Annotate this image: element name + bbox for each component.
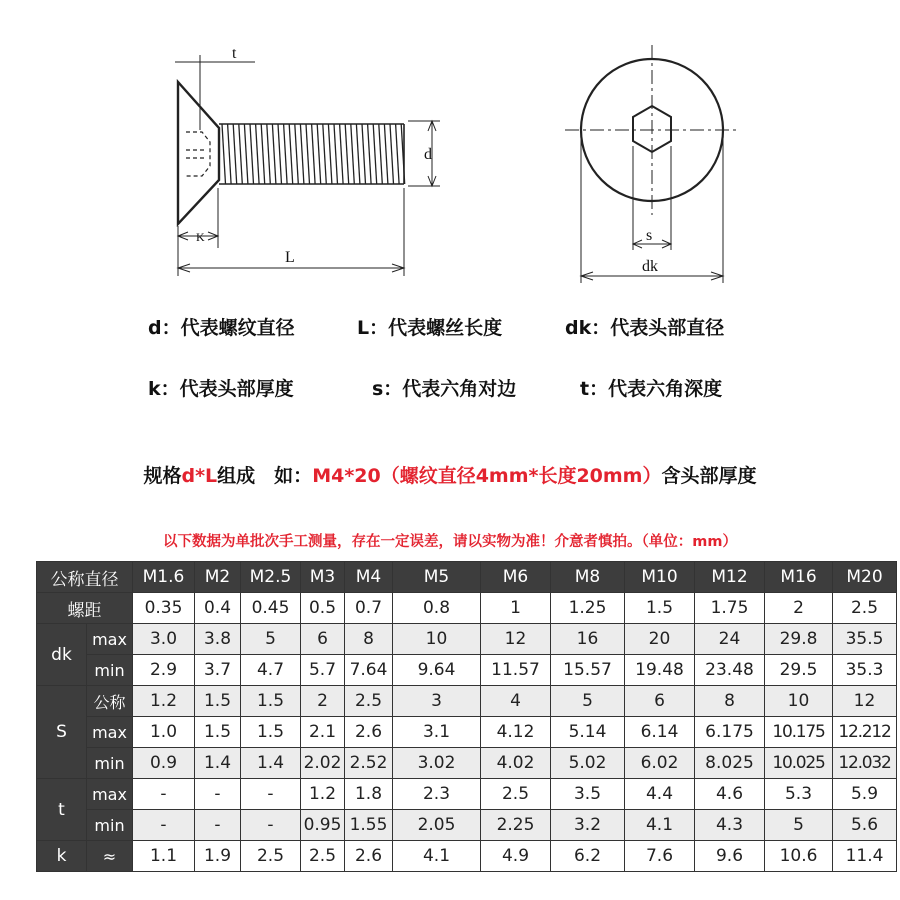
spec-table bbox=[36, 561, 897, 872]
t-max-cell: - bbox=[241, 779, 301, 810]
t-max-cell: 4.4 bbox=[625, 779, 695, 810]
s-min-label: min bbox=[87, 748, 133, 779]
pitch-cell: 1.25 bbox=[551, 593, 625, 624]
dk-min-cell: 29.5 bbox=[765, 655, 833, 686]
legend-k: k：代表头部厚度 bbox=[148, 378, 294, 400]
spec-formula: d*L bbox=[181, 465, 218, 487]
t-max-cell: 1.2 bbox=[301, 779, 345, 810]
pitch-header: 螺距 bbox=[37, 593, 133, 624]
thread-line bbox=[368, 124, 372, 184]
k-header: k bbox=[37, 841, 87, 872]
spec-prefix: 规格 bbox=[143, 465, 182, 487]
s-max-cell: 3.1 bbox=[393, 717, 481, 748]
pitch-cell: 2 bbox=[765, 593, 833, 624]
size-cell: M3 bbox=[301, 562, 345, 593]
s-max-cell: 1.0 bbox=[133, 717, 195, 748]
pitch-cell: 0.7 bbox=[345, 593, 393, 624]
thread-line bbox=[256, 124, 260, 184]
t-min-cell: 4.1 bbox=[625, 810, 695, 841]
thread-line bbox=[300, 124, 304, 184]
legend-L: L：代表螺丝长度 bbox=[357, 317, 503, 339]
t-max-row bbox=[37, 779, 897, 810]
t-max-cell: 5.9 bbox=[833, 779, 897, 810]
size-row bbox=[37, 562, 897, 593]
size-cell: M12 bbox=[695, 562, 765, 593]
spec-middle: 组成 如： bbox=[217, 465, 313, 487]
thread-line bbox=[379, 124, 383, 184]
size-header: 公称直径 bbox=[37, 562, 133, 593]
dk-max-cell: 8 bbox=[345, 624, 393, 655]
t-min-cell: 5 bbox=[765, 810, 833, 841]
t-max-cell: 2.5 bbox=[481, 779, 551, 810]
k-row bbox=[37, 841, 897, 872]
s-max-cell: 12.212 bbox=[833, 717, 897, 748]
thread-line bbox=[328, 124, 332, 184]
pitch-cell: 0.45 bbox=[241, 593, 301, 624]
s-min-cell: 3.02 bbox=[393, 748, 481, 779]
dk-max-cell: 6 bbox=[301, 624, 345, 655]
dk-min-cell: 7.64 bbox=[345, 655, 393, 686]
thread-line bbox=[362, 124, 366, 184]
t-max-cell: - bbox=[133, 779, 195, 810]
spec-example: M4*20（螺纹直径4mm*长度20mm） bbox=[312, 465, 662, 487]
s-nom-cell: 5 bbox=[551, 686, 625, 717]
thread-line bbox=[289, 124, 293, 184]
dk-min-cell: 23.48 bbox=[695, 655, 765, 686]
t-max-cell: - bbox=[195, 779, 241, 810]
s-nom-cell: 1.5 bbox=[241, 686, 301, 717]
dk-min-row bbox=[37, 655, 897, 686]
s-max-label: max bbox=[87, 717, 133, 748]
s-min-cell: 2.02 bbox=[301, 748, 345, 779]
spec-suffix: 含头部厚度 bbox=[661, 465, 757, 487]
thread-line bbox=[244, 124, 248, 184]
t-max-cell: 3.5 bbox=[551, 779, 625, 810]
legend-d: d：代表螺纹直径 bbox=[148, 317, 295, 339]
k-cell: 2.6 bbox=[345, 841, 393, 872]
s-nom-cell: 10 bbox=[765, 686, 833, 717]
size-cell: M4 bbox=[345, 562, 393, 593]
s-max-cell: 2.6 bbox=[345, 717, 393, 748]
k-cell: 9.6 bbox=[695, 841, 765, 872]
dk-min-cell: 19.48 bbox=[625, 655, 695, 686]
label-t: t bbox=[232, 45, 237, 62]
k-cell: 11.4 bbox=[833, 841, 897, 872]
label-k: K bbox=[196, 230, 205, 244]
thread-line bbox=[390, 124, 394, 184]
dk-min-cell: 35.3 bbox=[833, 655, 897, 686]
s-nom-cell: 2 bbox=[301, 686, 345, 717]
t-min-cell: 2.05 bbox=[393, 810, 481, 841]
t-max-cell: 2.3 bbox=[393, 779, 481, 810]
s-min-cell: 6.02 bbox=[625, 748, 695, 779]
s-nom-cell: 1.2 bbox=[133, 686, 195, 717]
size-cell: M10 bbox=[625, 562, 695, 593]
s-nom-cell: 12 bbox=[833, 686, 897, 717]
dk-max-cell: 20 bbox=[625, 624, 695, 655]
dk-max-cell: 10 bbox=[393, 624, 481, 655]
thread-line bbox=[312, 124, 316, 184]
s-nom-cell: 4 bbox=[481, 686, 551, 717]
k-cell: 4.9 bbox=[481, 841, 551, 872]
legend-s: s：代表六角对边 bbox=[372, 378, 517, 400]
measurement-note: 以下数据为单批次手工测量，存在一定误差，请以实物为准！介意者慎拍。（单位：mm） bbox=[163, 534, 737, 550]
t-min-label: min bbox=[87, 810, 133, 841]
thread-line bbox=[272, 124, 276, 184]
t-max-label: max bbox=[87, 779, 133, 810]
pitch-cell: 1.75 bbox=[695, 593, 765, 624]
label-d: d bbox=[424, 146, 432, 163]
side-view bbox=[175, 55, 440, 276]
size-cell: M8 bbox=[551, 562, 625, 593]
k-cell: 10.6 bbox=[765, 841, 833, 872]
label-dk: dk bbox=[642, 258, 658, 275]
s-nom-cell: 8 bbox=[695, 686, 765, 717]
s-min-cell: 4.02 bbox=[481, 748, 551, 779]
size-cell: M1.6 bbox=[133, 562, 195, 593]
s-nom-cell: 3 bbox=[393, 686, 481, 717]
screw-drawing bbox=[0, 0, 900, 300]
dk-header: dk bbox=[37, 624, 87, 686]
thread-line bbox=[340, 124, 344, 184]
s-nom-cell: 2.5 bbox=[345, 686, 393, 717]
label-s: s bbox=[646, 227, 653, 244]
spec-description bbox=[0, 461, 900, 488]
thread-line bbox=[351, 124, 355, 184]
t-max-cell: 4.6 bbox=[695, 779, 765, 810]
s-min-cell: 8.025 bbox=[695, 748, 765, 779]
s-max-cell: 1.5 bbox=[241, 717, 301, 748]
legend-t: t：代表六角深度 bbox=[580, 378, 723, 400]
t-min-cell: - bbox=[133, 810, 195, 841]
k-cell: 4.1 bbox=[393, 841, 481, 872]
dk-min-cell: 5.7 bbox=[301, 655, 345, 686]
dk-min-cell: 11.57 bbox=[481, 655, 551, 686]
dk-min-label: min bbox=[87, 655, 133, 686]
thread-line bbox=[228, 124, 232, 184]
legend-dk: dk：代表头部直径 bbox=[565, 317, 725, 339]
s-max-cell: 5.14 bbox=[551, 717, 625, 748]
thread-line bbox=[250, 124, 254, 184]
thread-line bbox=[384, 124, 388, 184]
pitch-cell: 1.5 bbox=[625, 593, 695, 624]
s-header: S bbox=[37, 686, 87, 779]
t-min-row bbox=[37, 810, 897, 841]
pitch-cell: 0.35 bbox=[133, 593, 195, 624]
t-min-cell: 2.25 bbox=[481, 810, 551, 841]
dk-min-cell: 9.64 bbox=[393, 655, 481, 686]
thread-lines bbox=[222, 124, 405, 184]
thread-line bbox=[222, 124, 226, 184]
t-max-cell: 1.8 bbox=[345, 779, 393, 810]
dk-max-cell: 3.8 bbox=[195, 624, 241, 655]
s-nom-cell: 1.5 bbox=[195, 686, 241, 717]
k-cell: 2.5 bbox=[301, 841, 345, 872]
s-nom-cell: 6 bbox=[625, 686, 695, 717]
s-max-cell: 1.5 bbox=[195, 717, 241, 748]
thread-line bbox=[284, 124, 288, 184]
size-cell: M2.5 bbox=[241, 562, 301, 593]
thread-line bbox=[278, 124, 282, 184]
t-min-cell: 0.95 bbox=[301, 810, 345, 841]
k-cell: 1.1 bbox=[133, 841, 195, 872]
thread-line bbox=[267, 124, 271, 184]
thread-line bbox=[334, 124, 338, 184]
thread-line bbox=[396, 124, 400, 184]
k-approx-label: ≈ bbox=[87, 841, 133, 872]
thread-line bbox=[233, 124, 237, 184]
dk-max-cell: 29.8 bbox=[765, 624, 833, 655]
dk-min-cell: 15.57 bbox=[551, 655, 625, 686]
dk-max-label: max bbox=[87, 624, 133, 655]
s-min-cell: 2.52 bbox=[345, 748, 393, 779]
t-header: t bbox=[37, 779, 87, 841]
thread-line bbox=[261, 124, 265, 184]
pitch-cell: 0.4 bbox=[195, 593, 241, 624]
pitch-cell: 2.5 bbox=[833, 593, 897, 624]
thread-line bbox=[317, 124, 321, 184]
pitch-cell: 0.5 bbox=[301, 593, 345, 624]
dk-max-cell: 35.5 bbox=[833, 624, 897, 655]
size-cell: M16 bbox=[765, 562, 833, 593]
dk-max-cell: 16 bbox=[551, 624, 625, 655]
thread-line bbox=[239, 124, 243, 184]
pitch-cell: 0.8 bbox=[393, 593, 481, 624]
t-min-cell: - bbox=[195, 810, 241, 841]
k-cell: 2.5 bbox=[241, 841, 301, 872]
s-min-row bbox=[37, 748, 897, 779]
thread-line bbox=[373, 124, 377, 184]
k-cell: 7.6 bbox=[625, 841, 695, 872]
s-max-cell: 4.12 bbox=[481, 717, 551, 748]
s-max-cell: 6.14 bbox=[625, 717, 695, 748]
t-min-cell: 1.55 bbox=[345, 810, 393, 841]
s-nom-label: 公称 bbox=[87, 686, 133, 717]
size-cell: M2 bbox=[195, 562, 241, 593]
top-view bbox=[565, 45, 738, 283]
size-cell: M6 bbox=[481, 562, 551, 593]
dk-max-row bbox=[37, 624, 897, 655]
t-min-cell: 5.6 bbox=[833, 810, 897, 841]
t-max-cell: 5.3 bbox=[765, 779, 833, 810]
size-cell: M20 bbox=[833, 562, 897, 593]
dk-max-cell: 12 bbox=[481, 624, 551, 655]
t-min-cell: - bbox=[241, 810, 301, 841]
s-nom-row bbox=[37, 686, 897, 717]
pitch-cell: 1 bbox=[481, 593, 551, 624]
dk-min-cell: 4.7 bbox=[241, 655, 301, 686]
thread-line bbox=[306, 124, 310, 184]
pitch-row bbox=[37, 593, 897, 624]
s-min-cell: 5.02 bbox=[551, 748, 625, 779]
thread-line bbox=[345, 124, 349, 184]
s-min-cell: 0.9 bbox=[133, 748, 195, 779]
s-min-cell: 1.4 bbox=[241, 748, 301, 779]
s-max-cell: 6.175 bbox=[695, 717, 765, 748]
s-max-cell: 2.1 bbox=[301, 717, 345, 748]
dk-max-cell: 5 bbox=[241, 624, 301, 655]
label-L: L bbox=[285, 249, 295, 266]
s-min-cell: 1.4 bbox=[195, 748, 241, 779]
top-labels bbox=[642, 227, 658, 275]
screw-head-outline bbox=[178, 82, 219, 224]
thread-line bbox=[323, 124, 327, 184]
size-cell: M5 bbox=[393, 562, 481, 593]
t-min-cell: 4.3 bbox=[695, 810, 765, 841]
dk-min-cell: 3.7 bbox=[195, 655, 241, 686]
t-min-cell: 3.2 bbox=[551, 810, 625, 841]
s-min-cell: 10.025 bbox=[765, 748, 833, 779]
dk-max-cell: 24 bbox=[695, 624, 765, 655]
s-max-cell: 10.175 bbox=[765, 717, 833, 748]
k-cell: 1.9 bbox=[195, 841, 241, 872]
dk-max-cell: 3.0 bbox=[133, 624, 195, 655]
s-max-row bbox=[37, 717, 897, 748]
k-cell: 6.2 bbox=[551, 841, 625, 872]
dk-min-cell: 2.9 bbox=[133, 655, 195, 686]
thread-line bbox=[295, 124, 299, 184]
thread-line bbox=[356, 124, 360, 184]
s-min-cell: 12.032 bbox=[833, 748, 897, 779]
